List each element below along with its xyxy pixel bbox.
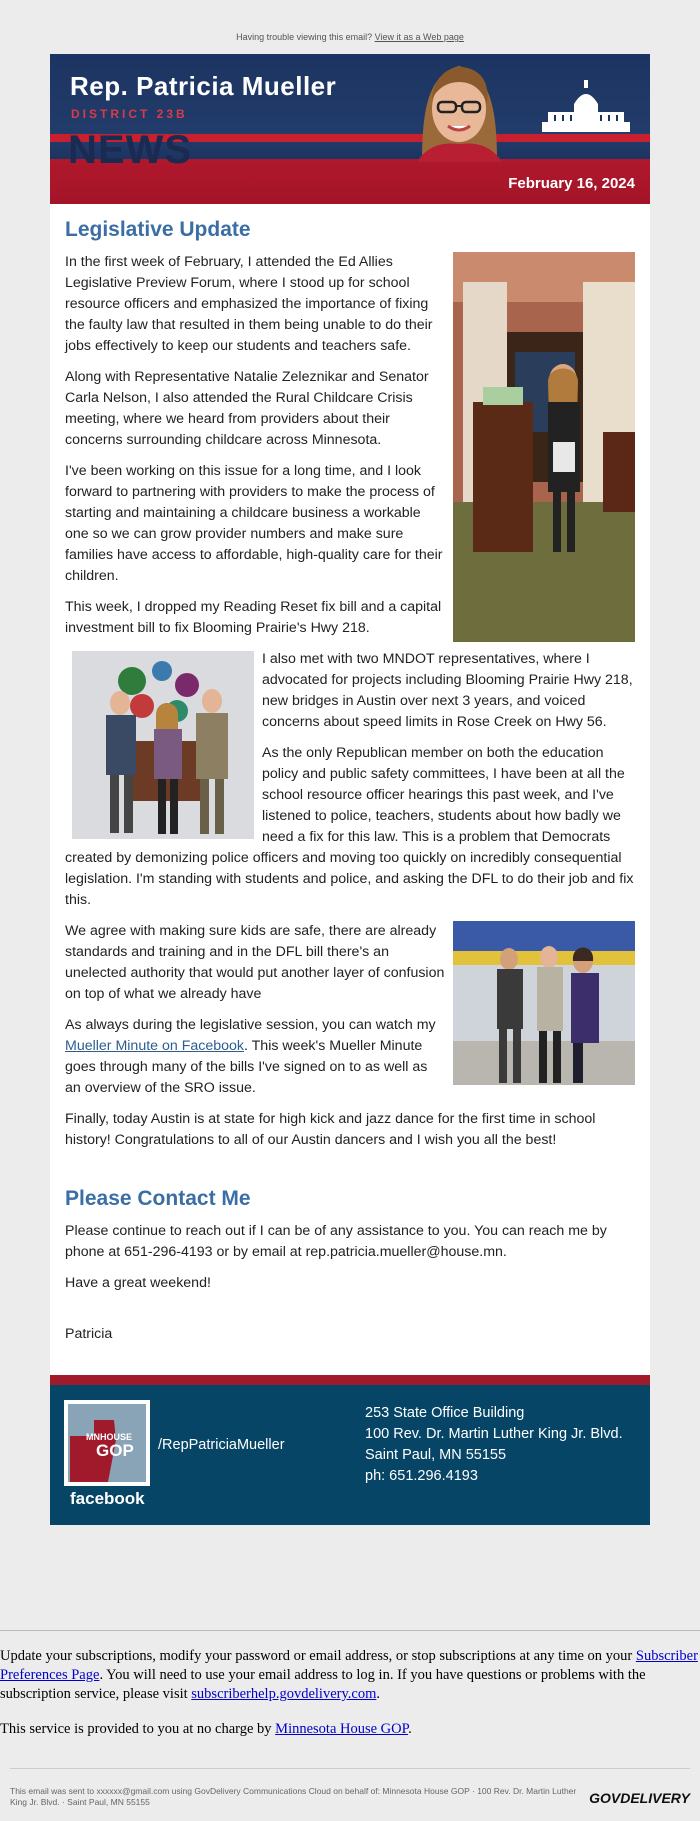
email-body bbox=[50, 54, 650, 1525]
divider bbox=[0, 1630, 700, 1631]
weekend-line: Have a great weekend! bbox=[65, 1275, 211, 1291]
preheader-text: Having trouble viewing this email? bbox=[236, 32, 373, 42]
event-group-photo bbox=[453, 921, 635, 1085]
news-label: NEWS bbox=[68, 128, 192, 172]
update-paragraph-2: Along with Representative Natalie Zeleznikar and Senator Carla Nelson, I also attended the Rural Childcare Crisis meeting, where we heard from providers about their concerns surrounding childcare across Minnesota. bbox=[65, 369, 429, 448]
p8-before: As always during the legislative session, you can watch my bbox=[65, 1017, 436, 1033]
subscription-paragraph bbox=[0, 1647, 700, 1704]
svg-text:GOP: GOP bbox=[96, 1441, 134, 1460]
view-web-page-link[interactable]: View it as a Web page bbox=[374, 32, 464, 42]
svg-text:facebook: facebook bbox=[70, 1489, 145, 1508]
subscriber-help-link[interactable]: subscriberhelp.govdelivery.com bbox=[191, 1686, 377, 1702]
p8-after: . This week's Mueller Minute goes through many of the bills I've signed on to as well as an overview of the SRO issue. bbox=[65, 1038, 428, 1096]
subscriber-preferences-link[interactable]: Subscriber Preferences Page bbox=[0, 1648, 698, 1683]
mndot-meeting-photo bbox=[72, 651, 254, 839]
update-paragraph-1: In the first week of February, I attended the Ed Allies Legislative Preview Forum, where I stood up for school resource officers and emphasized the importance of fixing the faulty law that resulted in them being unable to do their jobs effectively to keep our students and teachers safe. bbox=[65, 254, 433, 354]
district-label: DISTRICT 23B bbox=[71, 107, 188, 121]
mueller-minute-link[interactable]: Mueller Minute on Facebook bbox=[65, 1038, 245, 1054]
main-content bbox=[50, 204, 650, 1345]
issue-date: February 16, 2024 bbox=[508, 175, 635, 192]
svg-text:MN: MN bbox=[86, 1432, 100, 1442]
service-text-a: This service is provided to you at no charge by bbox=[0, 1721, 276, 1737]
capitol-icon bbox=[540, 78, 632, 134]
svg-text:HOUSE: HOUSE bbox=[100, 1432, 133, 1442]
sub-text-c: . bbox=[376, 1686, 380, 1702]
preheader bbox=[0, 0, 700, 54]
update-paragraph-7: We agree with making sure kids are safe, there are already standards and training and in the DFL bill there's an unelected authority that would put another layer of confusion on top of what we already have bbox=[65, 923, 445, 1002]
subscription-notice bbox=[0, 1630, 700, 1755]
facebook-handle[interactable]: /RepPatriciaMueller bbox=[158, 1437, 285, 1453]
address-line-2: 100 Rev. Dr. Martin Luther King Jr. Blvd. bbox=[365, 1426, 623, 1442]
service-text-b: . bbox=[408, 1721, 412, 1737]
update-paragraph-6: As the only Republican member on both the education policy and public safety committees, I have been at all the school resource officer hearings this past week, and I've listened to police, teachers, students about how badly we need a fix for this law. This is a problem that Democrats created by demonizing police officers and moving too quickly on incredibly consequential legislation. I'm standing with students and police, and asking the DFL to do their job and fix this. bbox=[65, 745, 634, 908]
sub-text-a: Update your subscriptions, modify your password or email address, or stop subscriptions at any time on your bbox=[0, 1648, 636, 1664]
update-paragraph-4: This week, I dropped my Reading Reset fix bill and a capital investment bill to fix Blooming Prairie's Hwy 218. bbox=[65, 599, 442, 636]
rep-name: Rep. Patricia Mueller bbox=[70, 71, 337, 101]
address-line-3: Saint Paul, MN 55155 bbox=[365, 1447, 507, 1463]
facebook-logo[interactable] bbox=[64, 1400, 150, 1508]
signoff: Patricia bbox=[65, 1326, 113, 1342]
sub-text-b: . You will need to use your email address to log in. If you have questions or problems with the subscription service, please visit bbox=[0, 1667, 646, 1702]
address-phone: ph: 651.296.4193 bbox=[365, 1468, 478, 1484]
govdelivery-logo[interactable]: GOVDELIVERY bbox=[589, 1790, 690, 1806]
footer bbox=[50, 1385, 650, 1525]
legal-divider bbox=[10, 1768, 690, 1769]
update-paragraph-9: Finally, today Austin is at state for high kick and jazz dance for the first time in school history! Congratulations to all of our Austin dancers and I wish you all the best! bbox=[65, 1111, 596, 1148]
legislative-update-heading: Legislative Update bbox=[65, 218, 251, 241]
update-paragraph-5: I also met with two MNDOT representatives, where I advocated for projects including Blooming Prairie Hwy 218, new bridges in Austin over next 3 years, and voiced concerns about speed limits in Rose Creek on Hwy 56. bbox=[262, 651, 633, 730]
office-address bbox=[365, 1403, 623, 1487]
update-paragraph-3: I've been working on this issue for a long time, and I look forward to partnering with providers to make the process of starting and maintaining a childcare business a workable one so we can grow provider numbers and make sure families have access to affordable, high-quality care for their children. bbox=[65, 463, 443, 584]
address-line-1: 253 State Office Building bbox=[365, 1405, 525, 1421]
rep-portrait bbox=[402, 54, 517, 162]
footer-stripe bbox=[50, 1375, 650, 1385]
capitol-chamber-photo bbox=[453, 252, 635, 642]
legal-text: This email was sent to xxxxxx@gmail.com using GovDelivery Communications Cloud on behalf of: Minnesota House GOP · 100 Rev. Dr. Martin Luther King Jr. Blvd. · Saint Paul, MN 55155 bbox=[10, 1786, 577, 1807]
service-paragraph bbox=[0, 1720, 700, 1739]
header-banner bbox=[50, 54, 650, 204]
contact-heading: Please Contact Me bbox=[65, 1187, 251, 1210]
house-gop-link[interactable]: Minnesota House GOP bbox=[275, 1721, 409, 1737]
contact-paragraph: Please continue to reach out if I can be of any assistance to you. You can reach me by phone at 651-296-4193 or by email at rep.patricia.mueller@house.mn. bbox=[65, 1223, 607, 1260]
